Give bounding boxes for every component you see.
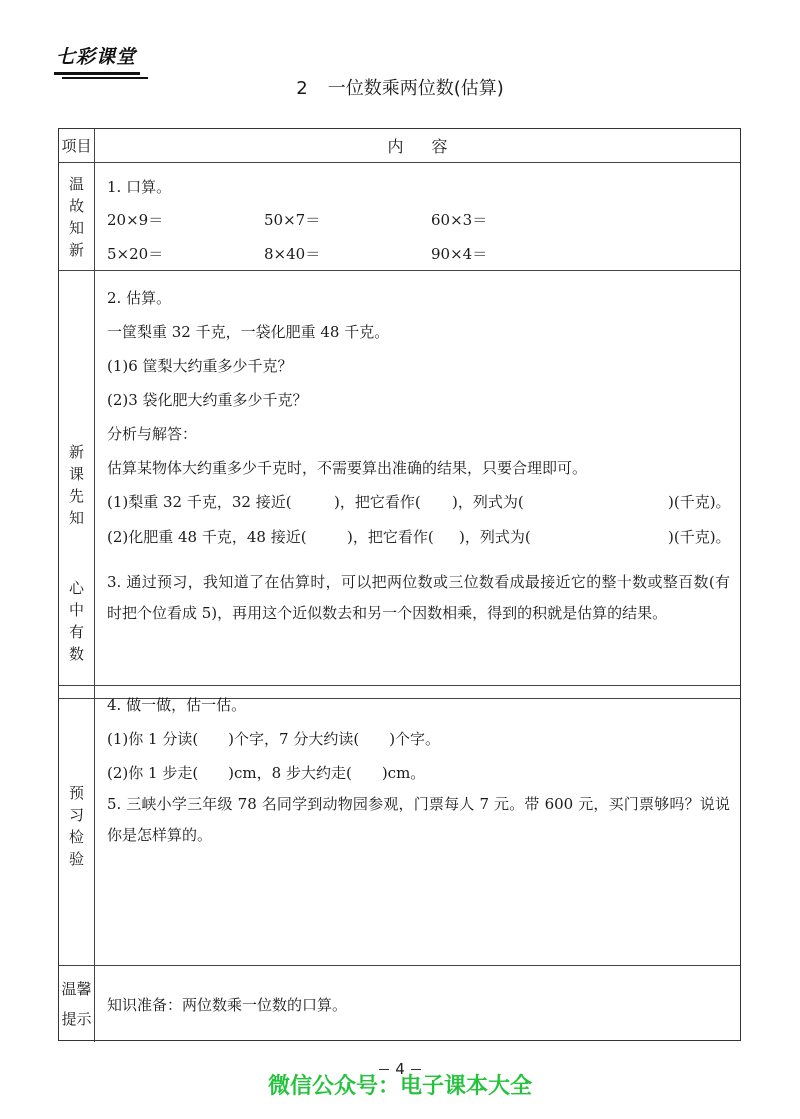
q1-item: 90×4＝ — [431, 245, 488, 263]
q2-sub-2: (2)3 袋化肥大约重多少千克？ — [107, 391, 308, 409]
table-header-row — [59, 129, 740, 163]
header-label-cell — [59, 129, 95, 162]
tip-text: 知识准备：两位数乘一位数的口算。 — [107, 996, 348, 1014]
brand-text: 七彩课堂 — [56, 46, 137, 68]
fill-line-1-a: (1)梨重 32 千克，32 接近( — [107, 493, 292, 511]
section-review — [59, 163, 740, 271]
header-label: 项目 — [61, 137, 92, 155]
fill-line-2-c: )，列式为( — [459, 528, 531, 546]
section-summary-label-cell — [59, 557, 95, 685]
q2-sub-1: (1)6 筐梨大约重多少千克？ — [107, 357, 293, 375]
page-title — [0, 74, 800, 100]
section-check-label: 预习检验 — [69, 783, 85, 868]
q1-heading: 1. 口算。 — [107, 178, 172, 196]
q2-heading: 2. 估算。 — [107, 289, 172, 307]
section-check — [59, 686, 740, 966]
fill-line-2-d: )(千克)。 — [668, 528, 731, 546]
fill-line-1-b: )，把它看作( — [334, 493, 421, 511]
header-content: 内容 — [387, 137, 476, 156]
section-review-label: 温故知新 — [69, 174, 85, 259]
fill-line-1-c: )，列式为( — [452, 493, 524, 511]
fill-line-2-a: (2)化肥重 48 千克，48 接近( — [107, 528, 307, 546]
section-tip-label: 温馨提示 — [61, 980, 92, 1028]
q1-item: 20×9＝ — [107, 211, 164, 229]
brand-logo — [56, 42, 136, 69]
q1-item: 60×3＝ — [431, 211, 488, 229]
analysis-heading: 分析与解答： — [107, 425, 198, 443]
section-summary-label: 心中有数 — [69, 579, 85, 663]
section-tip — [59, 966, 740, 1042]
q3-text: 3. 通过预习，我知道了在估算时，可以把两位数或三位数看成最接近它的整十数或整百数(有时把个位看成 5)，再用这个近似数去和另一个因数相乘，得到的积就是估算的结果。 — [107, 573, 730, 622]
section-new-lesson-label: 新课先知 — [69, 442, 85, 527]
q2-text: 一筐梨重 32 千克，一袋化肥重 48 千克。 — [107, 323, 390, 341]
worksheet-table — [58, 128, 741, 1041]
q1-item: 50×7＝ — [264, 211, 321, 229]
section-check-label-cell — [59, 686, 95, 965]
watermark: 微信公众号：电子课本大全 — [267, 1074, 532, 1099]
lesson-number: 2 — [296, 78, 308, 99]
section-summary — [59, 557, 740, 686]
q4-sub-1: (1)你 1 分读( )个字，7 分大约读( )个字。 — [107, 730, 441, 748]
fill-line-2-b: )，把它看作( — [347, 528, 434, 546]
q1-item: 5×20＝ — [107, 245, 164, 263]
section-review-label-cell — [59, 163, 95, 270]
q4-sub-2: (2)你 1 步走( )cm，8 步大约走( )cm。 — [107, 764, 426, 782]
analysis-text: 估算某物体大约重多少千克时，不需要算出准确的结果，只要合理即可。 — [107, 459, 588, 477]
q5-text: 5. 三峡小学三年级 78 名同学到动物园参观，门票每人 7 元。带 600 元，买门票够吗？说说你是怎样算的。 — [107, 795, 730, 844]
lesson-title: 一位数乘两位数(估算) — [327, 78, 504, 99]
q1-item: 8×40＝ — [264, 245, 321, 263]
q4-heading: 4. 做一做，估一估。 — [107, 696, 247, 714]
page-number-value: 4 — [395, 1060, 405, 1078]
section-tip-label-cell — [59, 966, 95, 1042]
fill-line-1-d: )(千克)。 — [668, 493, 731, 511]
